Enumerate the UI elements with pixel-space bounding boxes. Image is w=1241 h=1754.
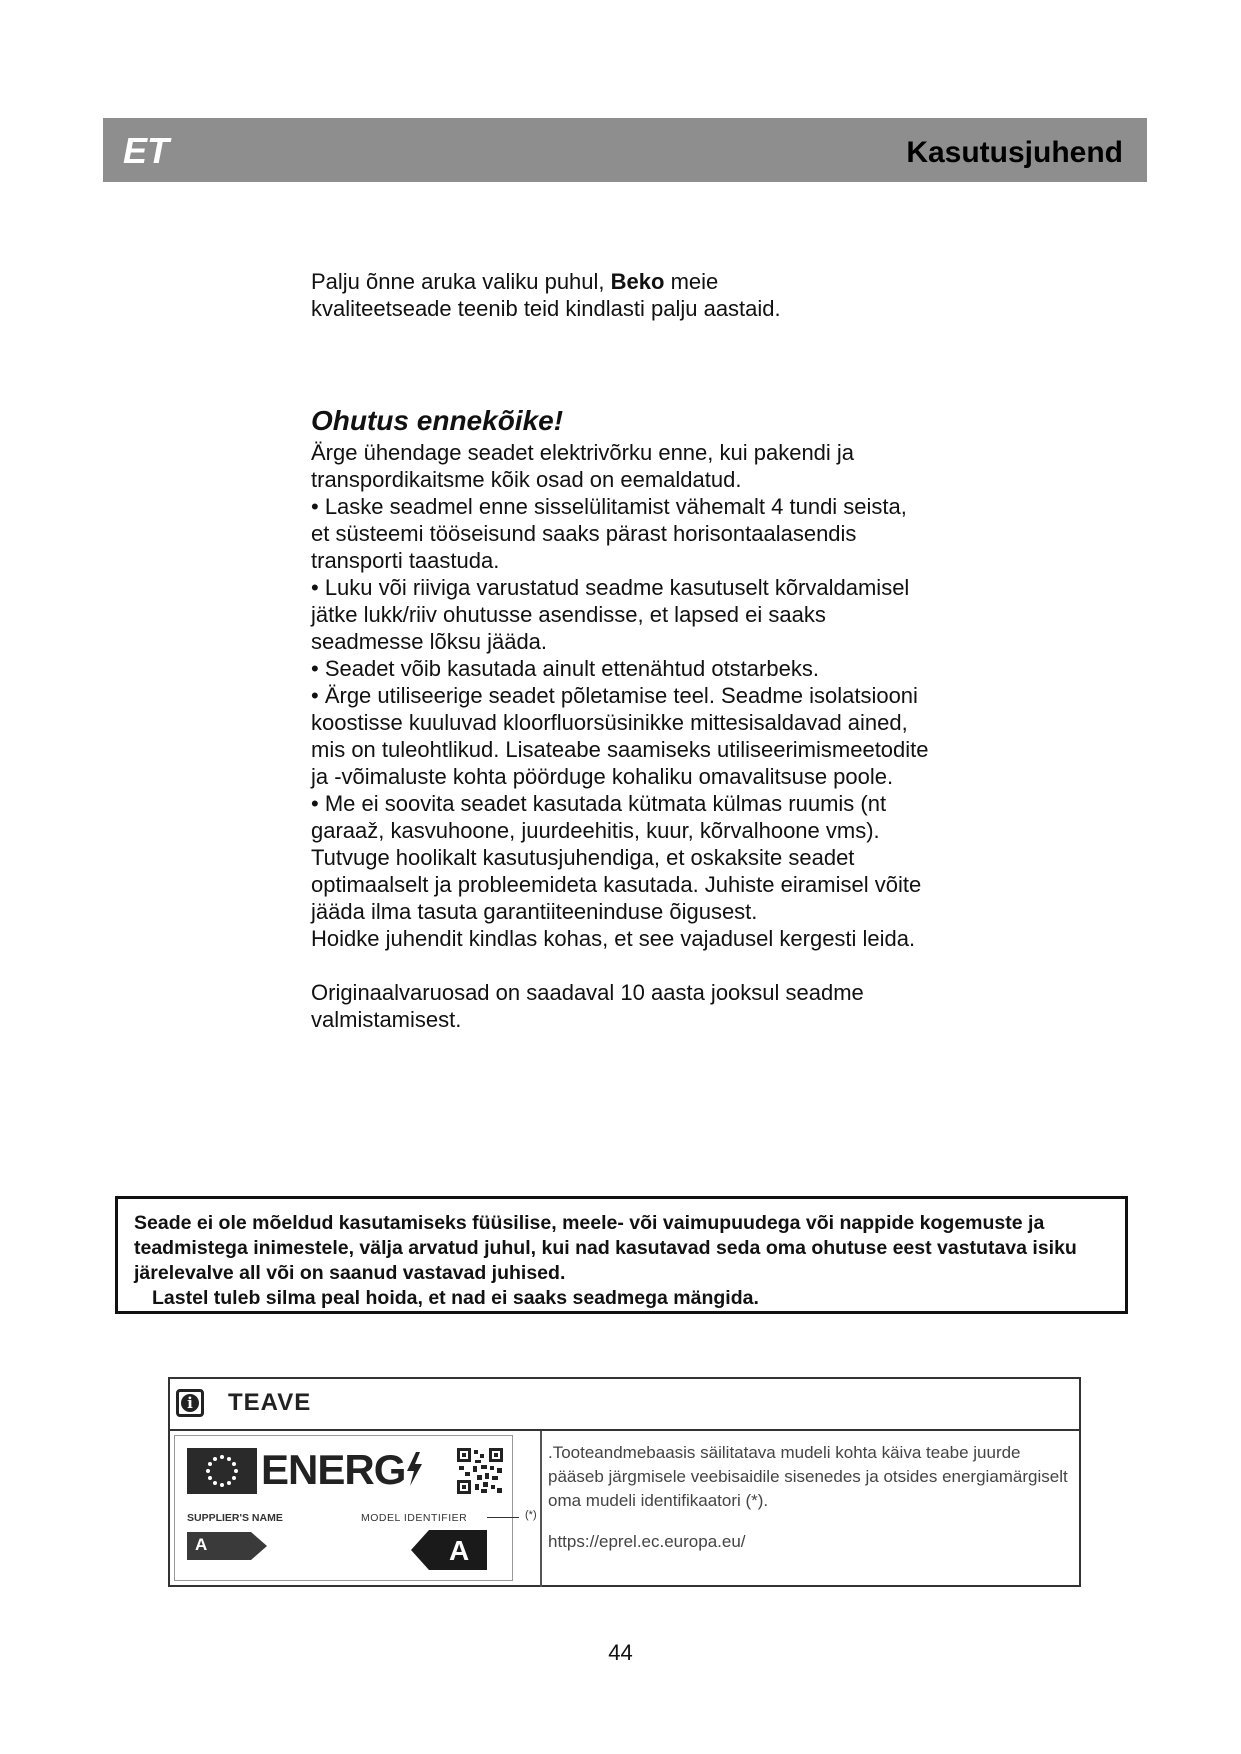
energy-class-small (187, 1532, 267, 1560)
energy-class-big (411, 1530, 487, 1570)
intro-line1-pre: Palju õnne aruka valiku puhul, (311, 269, 611, 294)
brand-name: Beko (610, 269, 665, 294)
safety-paragraph: • Luku või riiviga varustatud seadme kasutuselt kõrvaldamisel jätke lukk/riiv ohutusse asendisse, et lapsed ei saaks seadmesse lõksu jääda. (311, 575, 910, 654)
info-text (548, 1441, 1068, 1554)
warning-box (115, 1196, 1128, 1314)
safety-section (311, 404, 931, 1033)
energy-wordmark (261, 1446, 423, 1494)
intro-line2: kvaliteetseade teenib teid kindlasti palju aastaid. (311, 296, 781, 321)
safety-paragraph: • Me ei soovita seadet kasutada kütmata külmas ruumis (nt garaaž, kasvuhoone, juurdeehitis, kuur, kõrvalhoone vms). (311, 791, 887, 843)
safety-paragraph: • Seadet võib kasutada ainult ettenähtud otstarbeks. (311, 656, 819, 681)
lightning-icon (405, 1452, 423, 1486)
warning-text-1: Seade ei ole mõeldud kasutamiseks füüsilise, meele- või vaimupuudega või nappide kogemuste ja teadmistega inimestele, välja arvatud juhul, kui nad kasutavad seda oma ohutuse eest vastutava isiku järelevalve all või on saanud vastavad juhised. (134, 1212, 1077, 1284)
safety-paragraph: • Laske seadmel enne sisselülitamist vähemalt 4 tundi seista, et süsteemi tööseisund saaks pärast horisontaalasendis transporti taastuda. (311, 494, 907, 573)
eu-flag-icon (187, 1448, 257, 1494)
safety-paragraph: Hoidke juhendit kindlas kohas, et see vajadusel kergesti leida. (311, 926, 916, 951)
intro-text (311, 268, 871, 322)
asterisk-mark: (*) (525, 1509, 537, 1521)
language-code: ET (123, 130, 170, 171)
safety-paragraph: Tutvuge hoolikalt kasutusjuhendiga, et oskaksite seadet optimaalselt ja probleemideta kasutada. Juhiste eiramisel võite jääda ilma tasuta garantiiteeninduse õigusest. (311, 845, 922, 924)
info-description: .Tooteandmebaasis säilitatava mudeli kohta käiva teabe juurde pääseb järgmisele veebisaidile sisenedes ja otsides energiamärgiselt oma mudeli identifikaatori (*). (548, 1443, 1068, 1510)
page-number: 44 (608, 1640, 633, 1665)
supplier-name-label: SUPPLIER'S NAME (187, 1512, 283, 1524)
arrow-line (487, 1517, 519, 1518)
model-identifier-label: MODEL IDENTIFIER (361, 1512, 468, 1524)
page-header (103, 118, 1147, 182)
energy-word: ENERG (261, 1446, 406, 1493)
intro-line1-post: meie (664, 269, 719, 294)
safety-paragraph: • Ärge utiliseerige seadet põletamise teel. Seadme isolatsiooni koostisse kuuluvad kloorfluorsüsinikke mittesisaldavad ained, mis on tuleohtlikud. Lisateabe saamiseks utiliseerimismeetodite ja -võimaluste kohta pöörduge kohaliku omavalitsuse poole. (311, 683, 929, 789)
safety-paragraph: Ärge ühendage seadet elektrivõrku enne, kui pakendi ja transpordikaitsme kõik osad on eemaldatud. (311, 440, 855, 492)
energy-label (174, 1435, 537, 1581)
energy-class-small-letter: A (195, 1535, 208, 1554)
energy-class-big-letter: A (449, 1535, 470, 1566)
info-box (168, 1377, 1081, 1587)
info-heading: TEAVE (228, 1389, 312, 1416)
document-title: Kasutusjuhend (906, 136, 1123, 169)
spare-parts-note: Originaalvaruosad on saadaval 10 aasta jooksul seadme valmistamisest. (311, 980, 864, 1032)
info-icon: i (176, 1389, 204, 1417)
safety-heading: Ohutus ennekõike! (311, 405, 564, 436)
info-divider (540, 1431, 542, 1587)
warning-text-2: Lastel tuleb silma peal hoida, et nad ei saaks seadmega mängida. (152, 1287, 759, 1309)
eprel-link[interactable]: https://eprel.ec.europa.eu/ (548, 1532, 746, 1551)
info-header (170, 1379, 1079, 1431)
qr-code-icon (457, 1448, 503, 1494)
